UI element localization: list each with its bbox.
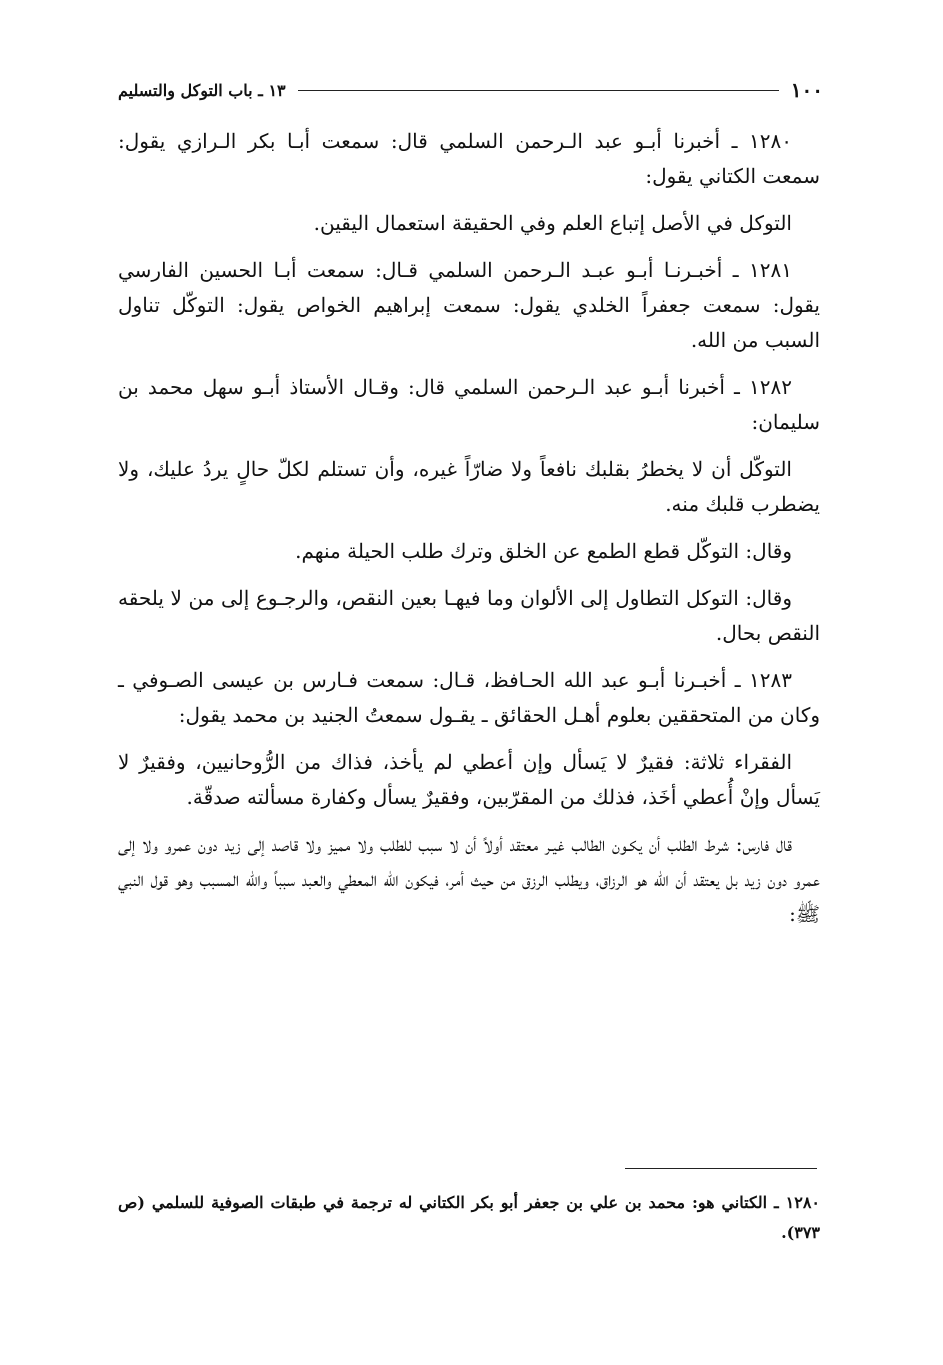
header-rule bbox=[298, 90, 779, 91]
paragraph-saying-5: الفقراء ثلاثة: فقيرٌ لا يَسأل وإن أعطي لم يأخذ، فذاك من الرُّوحانيين، وفقيرٌ لا يَسأل وإنْ أُعطي أخَذ، فذلك من المقرّبين، وفقيرٌ يسأل وكفارة مسألته صدقّة. bbox=[118, 750, 820, 809]
paragraph-saying-4: وقال: التوكل التطاول إلى الألوان وما فيهـا بعين النقص، والرجـوع إلى من لا يلحقه النقص بحال. bbox=[118, 586, 820, 645]
paragraph-saying-1: التوكل في الأصل إتباع العلم وفي الحقيقة استعمال اليقين. bbox=[313, 211, 792, 235]
paragraph-1280: ١٢٨٠ ـ أخبرنا أبـو عبد الـرحمن السلمي قال: سمعت أبـا بكر الـرازي يقول: سمعت الكتاني يقول: bbox=[118, 129, 820, 188]
paragraph-saying-6: قال فارس: شرط الطلب أن يكـون الطالب غيـر معتقد أولاً أن لا سبب للطلب ولا مميز ولا قاصد إلى زيد دون عمرو ولا إلى عمرو دون زيد بل يعتقد أن الله هو الرزاق، ويطلب الرزق من حيث أمر، فيكون الله المعطي والعبد سبباً والله المسبب وهو قول النبي ﷺ: bbox=[118, 832, 820, 926]
footnote: ١٢٨٠ ـ الكتاني هو: محمد بن علي بن جعفر أبو بكر الكتاني له ترجمة في طبقات الصوفية للسلمي (ص ٣٧٣). bbox=[118, 1193, 821, 1242]
paragraph-1282: ١٢٨٢ ـ أخبرنا أبـو عبد الـرحمن السلمي قال: وقـال الأستاذ أبـو سهل محمد بن سليمان: bbox=[118, 375, 820, 434]
footnote-divider bbox=[625, 1168, 817, 1169]
page-number: ١٠٠ bbox=[790, 78, 823, 102]
paragraph-saying-2: التوكّل أن لا يخطرُ بقلبك نافعاً ولا ضارّاً غيره، وأن تستلم لكلّ حالٍ يردُ عليك، ولا يضطرب قلبك منه. bbox=[118, 457, 820, 516]
paragraph-1283: ١٢٨٣ ـ أخبـرنا أبـو عبد الله الحـافظ، قـال: سمعت فـارس بن عيسى الصـوفي ـ وكان من المتحققين بعلوم أهـل الحقائق ـ يقـول سمعتُ الجنيد بن محمد يقول: bbox=[118, 668, 820, 727]
running-header bbox=[118, 72, 823, 108]
paragraph-saying-3: وقال: التوكّل قطع الطمع عن الخلق وترك طلب الحيلة منهم. bbox=[295, 539, 792, 563]
paragraph-1281: ١٢٨١ ـ أخبـرنـا أبـو عبـد الـرحمن السلمي قـال: سمعت أبـا الحسين الفارسي يقول: سمعت جعفراً الخلدي يقول: سمعت إبراهيم الخواص يقول: التوكّل تناول السبب من الله. bbox=[118, 258, 820, 352]
chapter-title: ١٣ ـ باب التوكل والتسليم bbox=[118, 80, 286, 100]
main-text bbox=[118, 124, 820, 944]
